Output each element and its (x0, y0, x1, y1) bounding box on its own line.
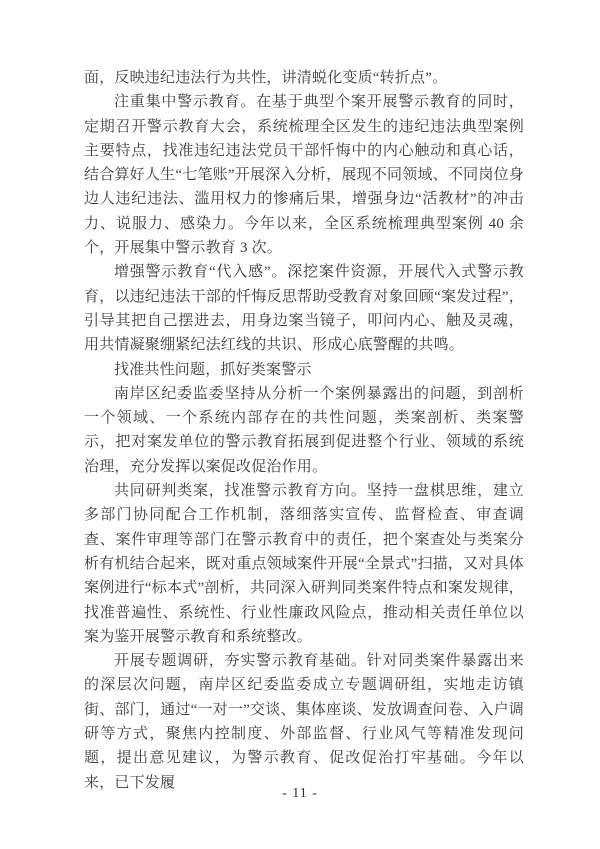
paragraph: 注重集中警示教育。在基于典型个案开展警示教育的同时，定期召开警示教育大会，系统梳理全区发生的违纪违法典型案例主要特点，找准违纪违法党员干部忏悔中的内心触动和真心话，结合算好人生“七笔账”开展深入分析，展现不同领域、不同岗位身边人违纪违法、滥用权力的惨痛后果，增强身边“活教材”的冲击力、说服力、感染力。今年以来，全区系统梳理典型案例 40 余个，开展集中警示教育 3 次。 (84, 94, 524, 257)
paragraph: 增强警示教育“代入感”。深挖案件资源，开展代入式警示教育，以违纪违法干部的忏悔反思帮助受教育对象回顾“案发过程”，引导其把自己摆进去，用身边案当镜子，叩问内心、触及灵魂，用共情凝聚绷紧纪法红线的共识、形成心底警醒的共鸣。 (84, 264, 524, 354)
paragraph: 开展专题调研，夯实警示教育基础。针对同类案件暴露出来的深层次问题，南岸区纪委监委成立专题调研组，实地走访镇街、部门，通过“一对一”交谈、集体座谈、发放调查问卷、入户调研等方式，聚焦内控制度、外部监督、行业风气等精准发现问题，提出意见建议，为警示教育、促改促治打牢基础。今年以来，已下发履 (84, 653, 524, 791)
paragraph: 南岸区纪委监委坚持从分析一个案例暴露出的问题，到剖析一个领域、一个系统内部存在的共性问题，类案剖析、类案警示，把对案发单位的警示教育拓展到促进整个行业、领域的系统治理，充分发挥以案促改促治作用。 (84, 385, 524, 475)
section-heading: 找准共性问题，抓好类案警示 (114, 361, 312, 378)
page-number: - 11 - (282, 786, 318, 801)
paragraph-continuation: 面，反映违纪违法行为共性，讲清蜕化变质“转折点”。 (84, 70, 448, 86)
document-body (84, 66, 524, 795)
paragraph: 共同研判类案，找准警示教育方向。坚持一盘棋思维，建立多部门协同配合工作机制，落细落实宣传、监督检查、审查调查、案件审理等部门在警示教育中的责任，把个案查处与类案分析有机结合起来，既对重点领域案件开展“全景式”扫描，又对具体案例进行“标本式”剖析，共同深入研判同类案件特点和案发规律，找准普遍性、系统性、行业性廉政风险点，推动相关责任单位以案为鉴开展警示教育和系统整改。 (84, 483, 524, 645)
